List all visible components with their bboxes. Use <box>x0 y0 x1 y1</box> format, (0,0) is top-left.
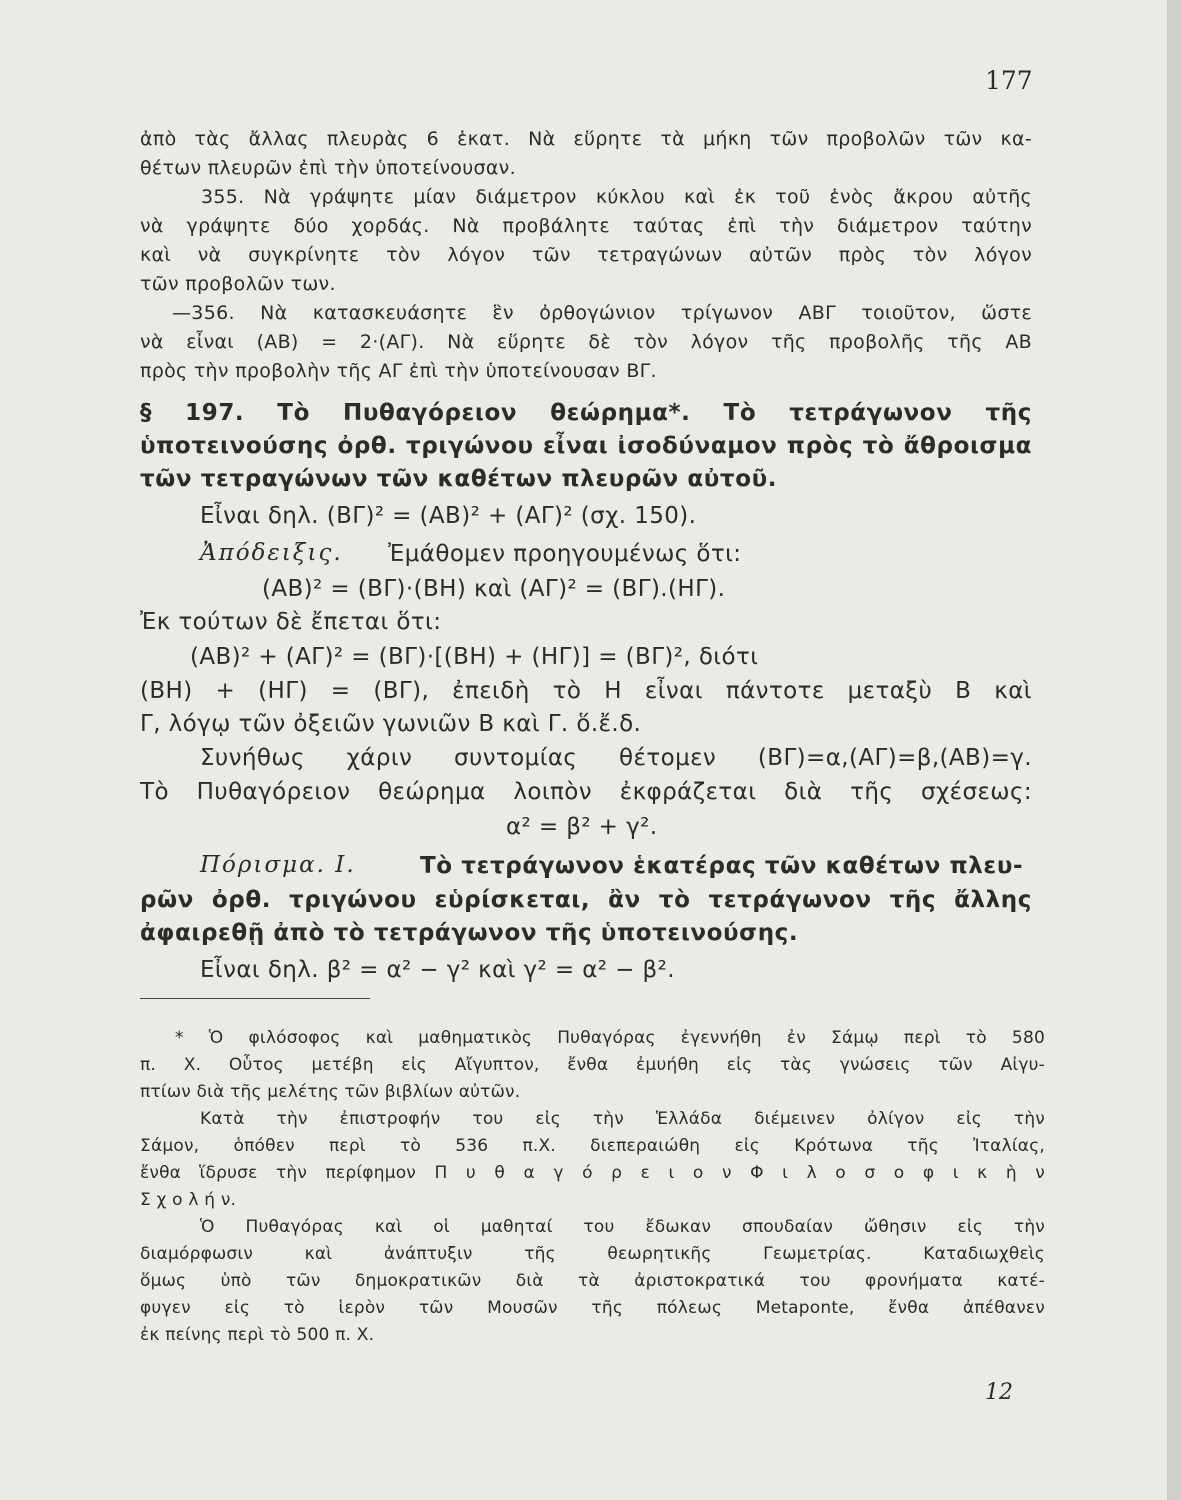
text-line: ἐκ πείνης περὶ τὸ 500 π. Χ. <box>140 1325 375 1345</box>
text-line: πτίων διὰ τῆς μελέτης τῶν βιβλίων αὐτῶν. <box>140 1082 521 1102</box>
text-line: νὰ γράψητε δύο χορδάς. Νὰ προβάλητε ταύτας ἐπὶ τὴν διάμετρον ταύτην <box>140 215 1032 237</box>
text-line: καὶ νὰ συγκρίνητε τὸν λόγον τῶν τετραγώνων αὐτῶν πρὸς τὸν λόγον <box>140 244 1032 266</box>
text-line: ἀφαιρεθῇ ἀπὸ τὸ τετράγωνον τῆς ὑποτεινούσης. <box>140 920 799 946</box>
italic-heading: Πόρισμα. Ι. <box>200 852 356 878</box>
text-line: νὰ εἶναι (ΑΒ) = 2·(ΑΓ). Νὰ εὕρητε δὲ τὸν λόγον τῆς προβολῆς τῆς ΑΒ <box>140 331 1032 353</box>
text-line: ὅμως ὑπὸ τῶν δημοκρατικῶν διὰ τὰ ἀριστοκρατικά του φρονήματα κατέ- <box>140 1271 1045 1291</box>
text-line: διαμόρφωσιν καὶ ἀνάπτυξιν τῆς θεωρητικῆς Γεωμετρίας. Καταδιωχθεὶς <box>140 1244 1045 1264</box>
text-line: Κατὰ τὴν ἐπιστροφήν του εἰς τὴν Ἑλλάδα διέμεινεν ὀλίγον εἰς τὴν <box>200 1109 1045 1129</box>
text-line: (ΒΗ) + (ΗΓ) = (ΒΓ), ἐπειδὴ τὸ Η εἶναι πάντοτε μεταξὺ Β καὶ <box>140 678 1032 704</box>
page-edge <box>1167 0 1181 1500</box>
text-line: θέτων πλευρῶν ἐπὶ τὴν ὑποτείνουσαν. <box>140 157 516 179</box>
text-line: Συνήθως χάριν συντομίας θέτομεν (ΒΓ)=α,(ΑΓ)=β,(ΑΒ)=γ. <box>200 745 1032 771</box>
text-line: * Ὁ φιλόσοφος καὶ μαθηματικὸς Πυθαγόρας ἐγεννήθη ἐν Σάμῳ περὶ τὸ 580 <box>175 1028 1045 1048</box>
text-line: § 197. Τὸ Πυθαγόρειον θεώρημα*. Τὸ τετράγωνον τῆς <box>140 400 1032 426</box>
text-line: Ἐμάθομεν προηγουμένως ὅτι: <box>388 541 742 567</box>
text-line: π. Χ. Οὗτος μετέβη εἰς Αἴγυπτον, ἔνθα ἐμυήθη εἰς τὰς γνώσεις τῶν Αἰγυ- <box>140 1055 1045 1075</box>
text-line: Τὸ Πυθαγόρειον θεώρημα λοιπὸν ἐκφράζεται διὰ τῆς σχέσεως: <box>140 779 1032 805</box>
text-line: (ΑΒ)² + (ΑΓ)² = (ΒΓ)·[(ΒΗ) + (ΗΓ)] = (ΒΓ)², διότι <box>190 644 759 670</box>
text-line: ρῶν ὀρθ. τριγώνου εὑρίσκεται, ἂν τὸ τετράγωνον τῆς ἄλλης <box>140 887 1032 913</box>
text-line: Ὁ Πυθαγόρας καὶ οἱ μαθηταί του ἔδωκαν σπουδαίαν ὤθησιν εἰς τὴν <box>200 1217 1045 1237</box>
text-line: Σάμον, ὁπόθεν περὶ τὸ 536 π.Χ. διεπεραιώθη εἰς Κρότωνα τῆς Ἰταλίας, <box>140 1136 1045 1156</box>
text-line: ἔνθα ἵδρυσε τὴν περίφημον Π υ θ α γ ό ρ ε ι ο ν Φ ι λ ο σ ο φ ι κ ὴ ν <box>140 1163 1045 1183</box>
text-line: Σ χ ο λ ή ν. <box>140 1190 237 1210</box>
text-line: 355. Νὰ γράψητε μίαν διάμετρον κύκλου καὶ ἐκ τοῦ ἑνὸς ἄκρου αὐτῆς <box>201 186 1032 208</box>
signature-mark: 12 <box>985 1380 1013 1405</box>
text-line: Εἶναι δηλ. (ΒΓ)² = (ΑΒ)² + (ΑΓ)² (σχ. 150). <box>200 503 697 529</box>
text-line: (ΑΒ)² = (ΒΓ)·(ΒΗ) καὶ (ΑΓ)² = (ΒΓ).(ΗΓ). <box>262 576 726 602</box>
text-line: ἀπὸ τὰς ἄλλας πλευρὰς 6 ἑκατ. Νὰ εὕρητε τὰ μήκη τῶν προβολῶν τῶν κα- <box>140 128 1032 150</box>
text-line: πρὸς τὴν προβολὴν τῆς ΑΓ ἐπὶ τὴν ὑποτείνουσαν ΒΓ. <box>140 360 657 382</box>
text-line: τῶν προβολῶν των. <box>140 273 336 295</box>
text-line: φυγεν εἰς τὸ ἱερὸν τῶν Μουσῶν τῆς πόλεως Metaponte, ἔνθα ἀπέθανεν <box>140 1298 1045 1318</box>
text-line: ὑποτεινούσης ὀρθ. τριγώνου εἶναι ἰσοδύναμον πρὸς τὸ ἄθροισμα <box>140 433 1032 459</box>
page-number: 177 <box>985 66 1033 95</box>
text-line: τῶν τετραγώνων τῶν καθέτων πλευρῶν αὐτοῦ. <box>140 466 778 492</box>
text-line: α² = β² + γ². <box>506 814 658 840</box>
text-line: Εἶναι δηλ. β² = α² − γ² καὶ γ² = α² − β². <box>200 957 675 983</box>
text-line: Γ, λόγῳ τῶν ὀξειῶν γωνιῶν Β καὶ Γ. ὅ.ἔ.δ. <box>140 711 642 737</box>
text-line: Ἐκ τούτων δὲ ἔπεται ὅτι: <box>140 609 442 635</box>
text-line: —356. Νὰ κατασκευάσητε ἓν ὀρθογώνιον τρίγωνον ΑΒΓ τοιοῦτον, ὥστε <box>172 302 1032 324</box>
italic-heading: Ἀπόδειξις. <box>200 540 343 566</box>
footnote-rule <box>140 998 370 999</box>
text-line: Τὸ τετράγωνον ἑκατέρας τῶν καθέτων πλευ- <box>420 853 1024 879</box>
